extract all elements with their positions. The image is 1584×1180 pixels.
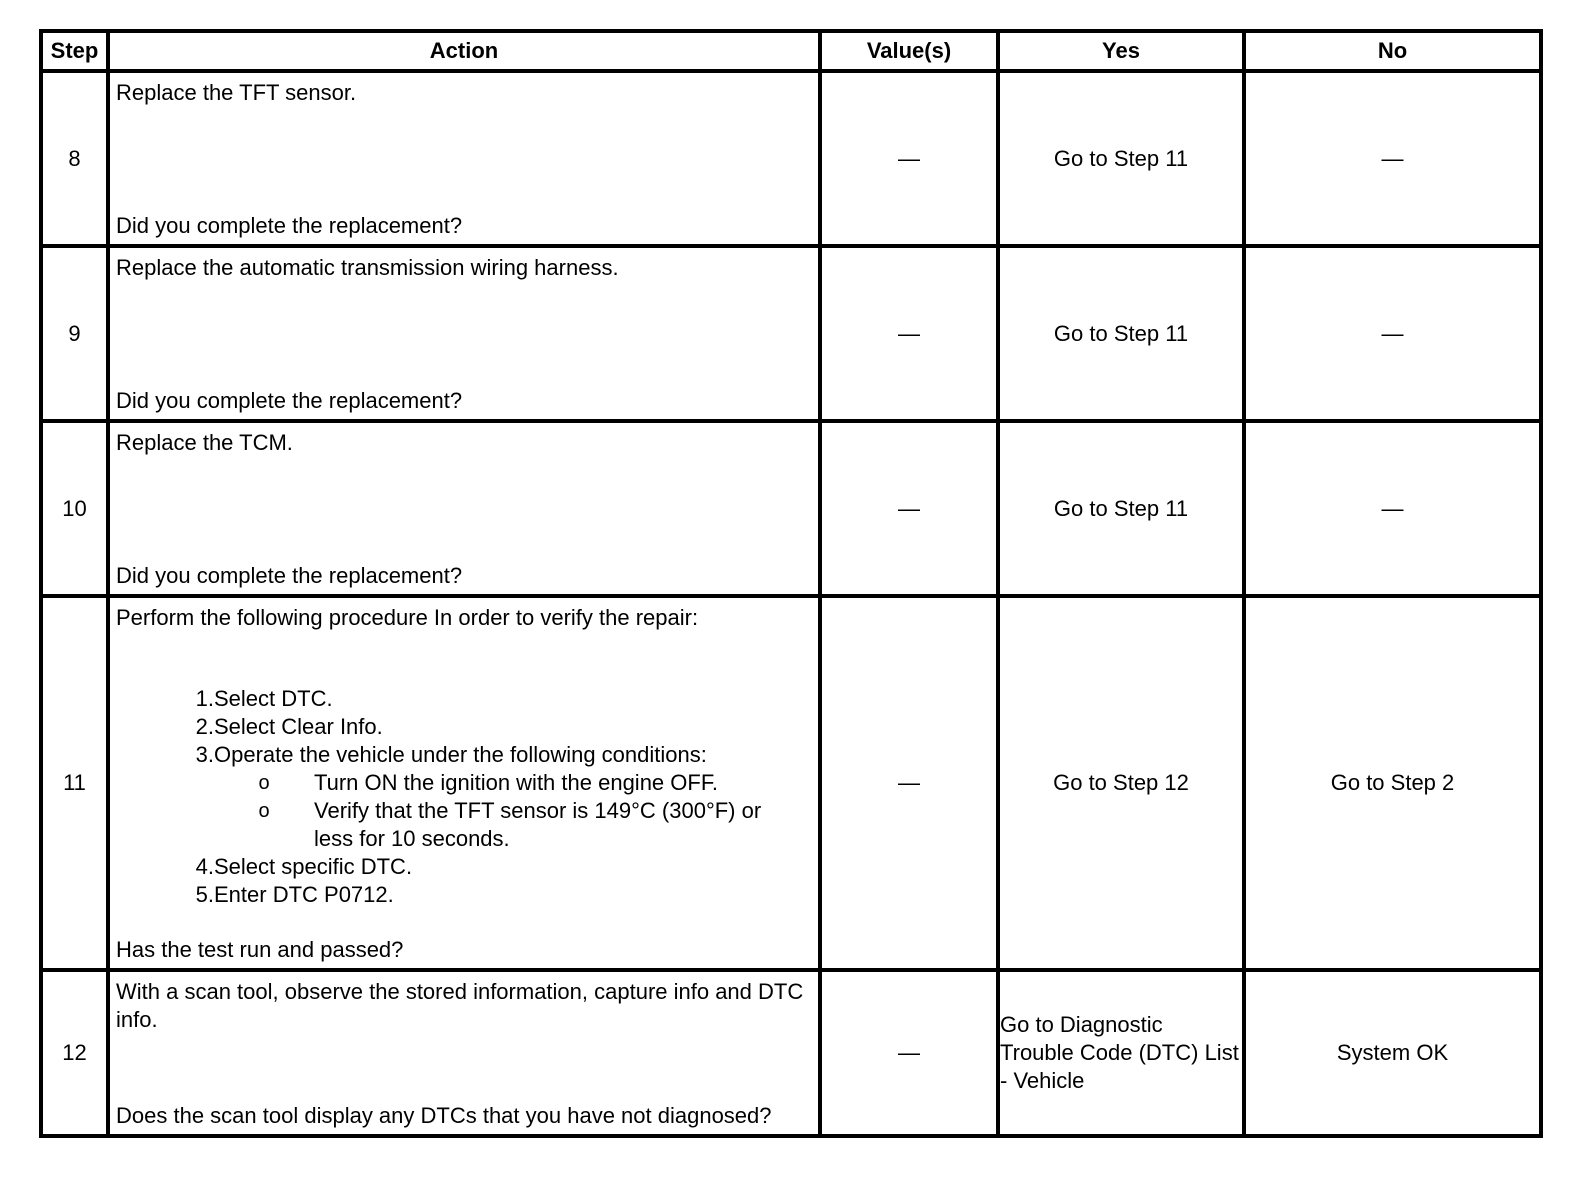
table-row [41,970,1541,1136]
list-number: 1. [195,686,214,711]
list-text: Select specific DTC. [214,854,413,879]
list-item [116,685,812,713]
no-cell: System OK [1244,970,1541,1136]
no-cell: — [1244,246,1541,421]
list-item [116,713,812,741]
yes-cell: Go to Step 11 [998,421,1244,596]
step-number: 12 [41,970,108,1136]
action-cell [108,970,820,1136]
action-text: With a scan tool, observe the stored information, capture info and DTC info. [116,979,804,1032]
header-step: Step [41,31,108,71]
header-row [41,31,1541,71]
action-question: Did you complete the replacement? [116,213,463,238]
value-cell: — [820,970,998,1136]
action-text: Perform the following procedure In order to verify the repair: [116,605,699,630]
header-no: No [1244,31,1541,71]
yes-cell: Go to Step 12 [998,596,1244,970]
action-question: Does the scan tool display any DTCs that you have not diagnosed? [116,1103,772,1128]
list-number: 3. [195,742,214,767]
action-text: Replace the TFT sensor. [116,80,357,105]
action-cell [108,596,820,970]
list-text: Operate the vehicle under the following conditions: [214,742,707,767]
table-row [41,246,1541,421]
list-number: 2. [195,714,214,739]
table-row [41,421,1541,596]
table-row [41,71,1541,246]
step-number: 8 [41,71,108,246]
value-cell: — [820,71,998,246]
list-item [116,853,812,881]
step-number: 11 [41,596,108,970]
condition-text: Turn ON the ignition with the engine OFF. [314,770,718,795]
action-question: Did you complete the replacement? [116,563,463,588]
action-question: Has the test run and passed? [116,937,404,962]
list-number: 5. [195,882,214,907]
list-text: Select Clear Info. [214,714,383,739]
header-values: Value(s) [820,31,998,71]
no-cell: — [1244,421,1541,596]
procedure-list [116,685,812,909]
action-cell [108,421,820,596]
yes-cell: Go to Diagnostic Trouble Code (DTC) List - Vehicle [998,970,1244,1136]
condition-item [214,769,812,797]
header-yes: Yes [998,31,1244,71]
table-row [41,596,1541,970]
list-text: Enter DTC P0712. [214,882,394,907]
header-action: Action [108,31,820,71]
value-cell: — [820,421,998,596]
list-text: Select DTC. [214,686,333,711]
list-item [116,881,812,909]
bullet-icon: o [258,800,270,822]
condition-item [214,797,812,853]
no-cell: — [1244,71,1541,246]
action-question: Did you complete the replacement? [116,388,463,413]
diagnostic-table [39,29,1543,1138]
no-cell: Go to Step 2 [1244,596,1541,970]
step-number: 10 [41,421,108,596]
yes-cell: Go to Step 11 [998,71,1244,246]
condition-list [214,769,812,853]
list-item [116,741,812,853]
condition-text: Verify that the TFT sensor is 149°C (300°F) or less for 10 seconds. [314,798,762,851]
action-cell [108,246,820,421]
bullet-icon: o [258,772,270,794]
action-text: Replace the automatic transmission wiring harness. [116,255,619,280]
action-text: Replace the TCM. [116,430,293,455]
yes-cell: Go to Step 11 [998,246,1244,421]
action-cell [108,71,820,246]
value-cell: — [820,246,998,421]
value-cell: — [820,596,998,970]
list-number: 4. [195,854,214,879]
step-number: 9 [41,246,108,421]
